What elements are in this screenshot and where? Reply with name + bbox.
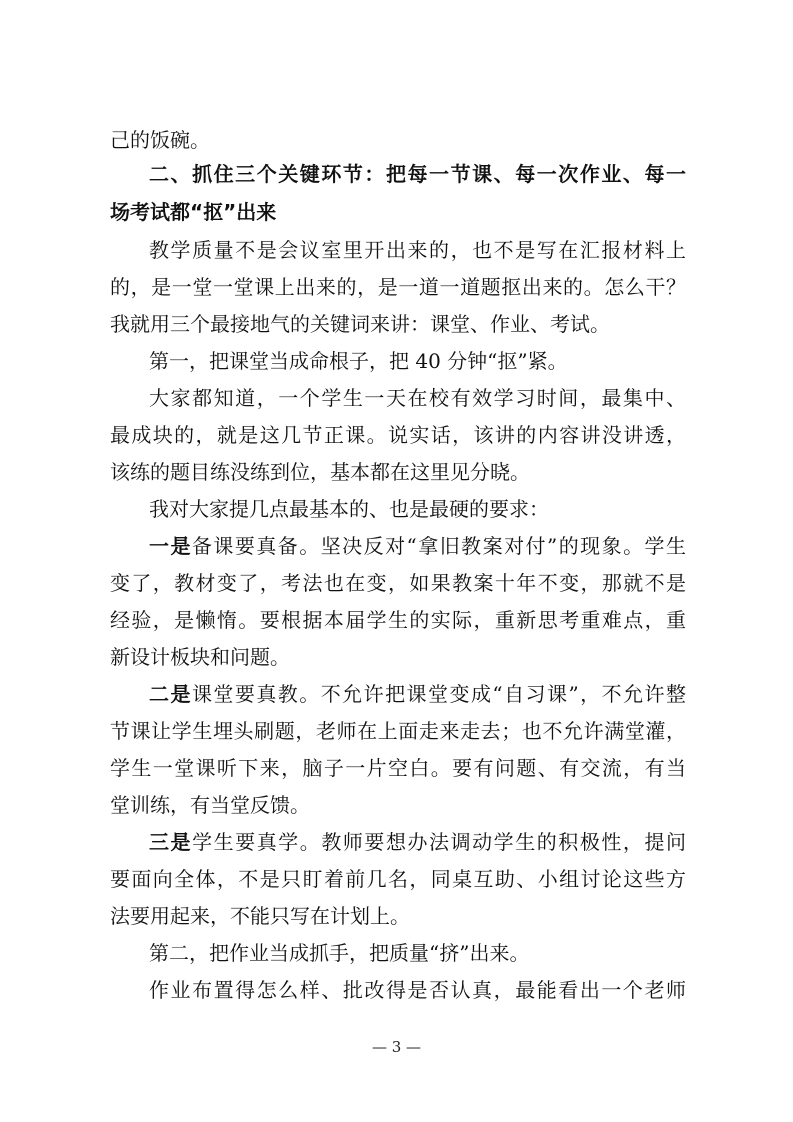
text-line: 变了，教材变了，考法也在变，如果教案十年不变，那就不是 <box>110 571 686 595</box>
text-line: 作业布置得怎么样、批改得是否认真，最能看出一个老师 <box>149 978 686 1002</box>
text-line: 的，是一堂一堂课上出来的，是一道一道题抠出来的。怎么干？ <box>110 275 686 299</box>
requirement-one: 一是备课要真备。坚决反对“拿旧教案对付”的现象。学生 <box>149 534 686 558</box>
text-line: 学生一堂课听下来，脑子一片空白。要有问题、有交流，有当 <box>110 756 686 780</box>
text-line: 我就用三个最接地气的关键词来讲：课堂、作业、考试。 <box>110 312 610 336</box>
lead-in-second: 二是 <box>149 682 192 706</box>
section-heading-cont: 场考试都“抠”出来 <box>110 200 277 224</box>
subsection-first: 第一，把课堂当成命根子，把 40 分钟“抠”紧。 <box>149 349 568 373</box>
section-heading: 二、抓住三个关键环节：把每一节课、每一次作业、每一 <box>149 162 686 186</box>
lead-in-first: 一是 <box>149 534 192 558</box>
requirement-two: 二是课堂要真教。不允许把课堂变成“自习课”，不允许整 <box>149 682 686 706</box>
text-line: 最成块的，就是这几节正课。说实话，该讲的内容讲没讲透， <box>110 423 686 447</box>
text-line: 己的饭碗。 <box>110 128 210 152</box>
text-line: 教学质量不是会议室里开出来的，也不是写在汇报材料上 <box>149 238 686 262</box>
text-line: 堂训练，有当堂反馈。 <box>110 793 310 817</box>
text-line: 该练的题目练没练到位，基本都在这里见分晓。 <box>110 460 530 484</box>
text-line: 经验，是懒惰。要根据本届学生的实际，重新思考重难点，重 <box>110 608 686 632</box>
text-line: 节课让学生埋头刷题，老师在上面走来走去；也不允许满堂灌， <box>110 719 686 743</box>
page-number: — 3 — <box>371 1038 422 1056</box>
lead-in-third: 三是 <box>149 830 193 854</box>
subsection-second: 第二，把作业当成抓手，把质量“挤”出来。 <box>149 941 530 965</box>
text-line: 我对大家提几点最基本的、也是最硬的要求： <box>149 497 549 521</box>
text-line: 要面向全体，不是只盯着前几名，同桌互助、小组讨论这些方 <box>110 867 686 891</box>
text-line: 新设计板块和问题。 <box>110 645 290 669</box>
text-line: 大家都知道，一个学生一天在校有效学习时间，最集中、 <box>149 386 686 410</box>
text-line: 法要用起来，不能只写在计划上。 <box>110 904 410 928</box>
requirement-three: 三是学生要真学。教师要想办法调动学生的积极性，提问 <box>149 830 686 854</box>
